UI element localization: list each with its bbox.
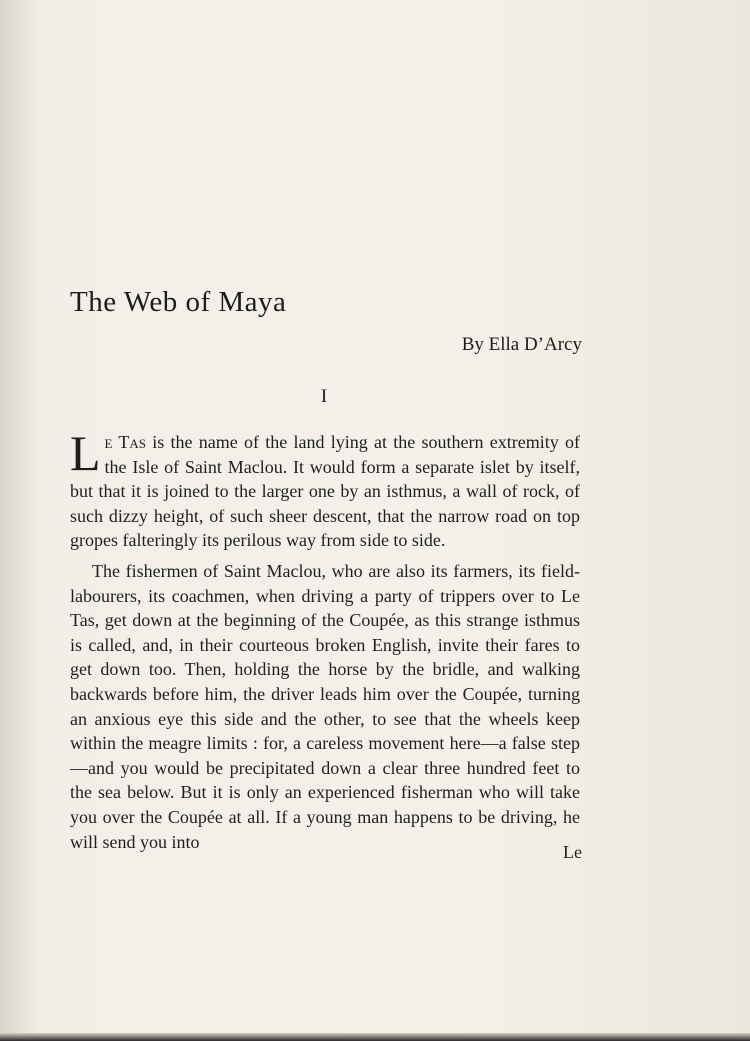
paragraph-1-text: is the name of the land lying at the southern extremity of the Isle of Saint Maclou. It would form a separate islet by itself, but that it is joined to the larger one by an isthmus, a wall of rock, of such dizzy height, of such sheer descent, that the narrow road on top gropes falteringly its perilous way from side to side. <box>70 432 580 551</box>
small-caps-opening: e Tas <box>104 432 147 452</box>
drop-cap: L <box>70 425 101 481</box>
catchword: Le <box>563 842 582 862</box>
chapter-title: The Web of Maya <box>70 286 287 318</box>
author-byline: By Ella D’Arcy <box>461 334 582 355</box>
body-text <box>70 425 580 854</box>
section-numeral: I <box>320 386 328 407</box>
paragraph-1 <box>70 425 580 553</box>
paragraph-2: The fishermen of Saint Maclou, who are also its farmers, its field-labourers, its coachmen, when driving a party of trippers over to Le Tas, get down at the beginning of the Coupée, as this strange isthmus is called, and, in their courteous broken English, invite their fares to get down too. Then, holding the horse by the bridle, and walking backwards before him, the driver leads him over the Coupée, turning an anxious eye this side and the other, to see that the wheels keep within the meagre limits : for, a careless movement here—a false step—and you would be precipitated down a clear three hundred feet to the sea below. But it is only an experienced fisherman who will take you over the Coupée at all. If a young man happens to be driving, he will send you into <box>70 560 580 852</box>
